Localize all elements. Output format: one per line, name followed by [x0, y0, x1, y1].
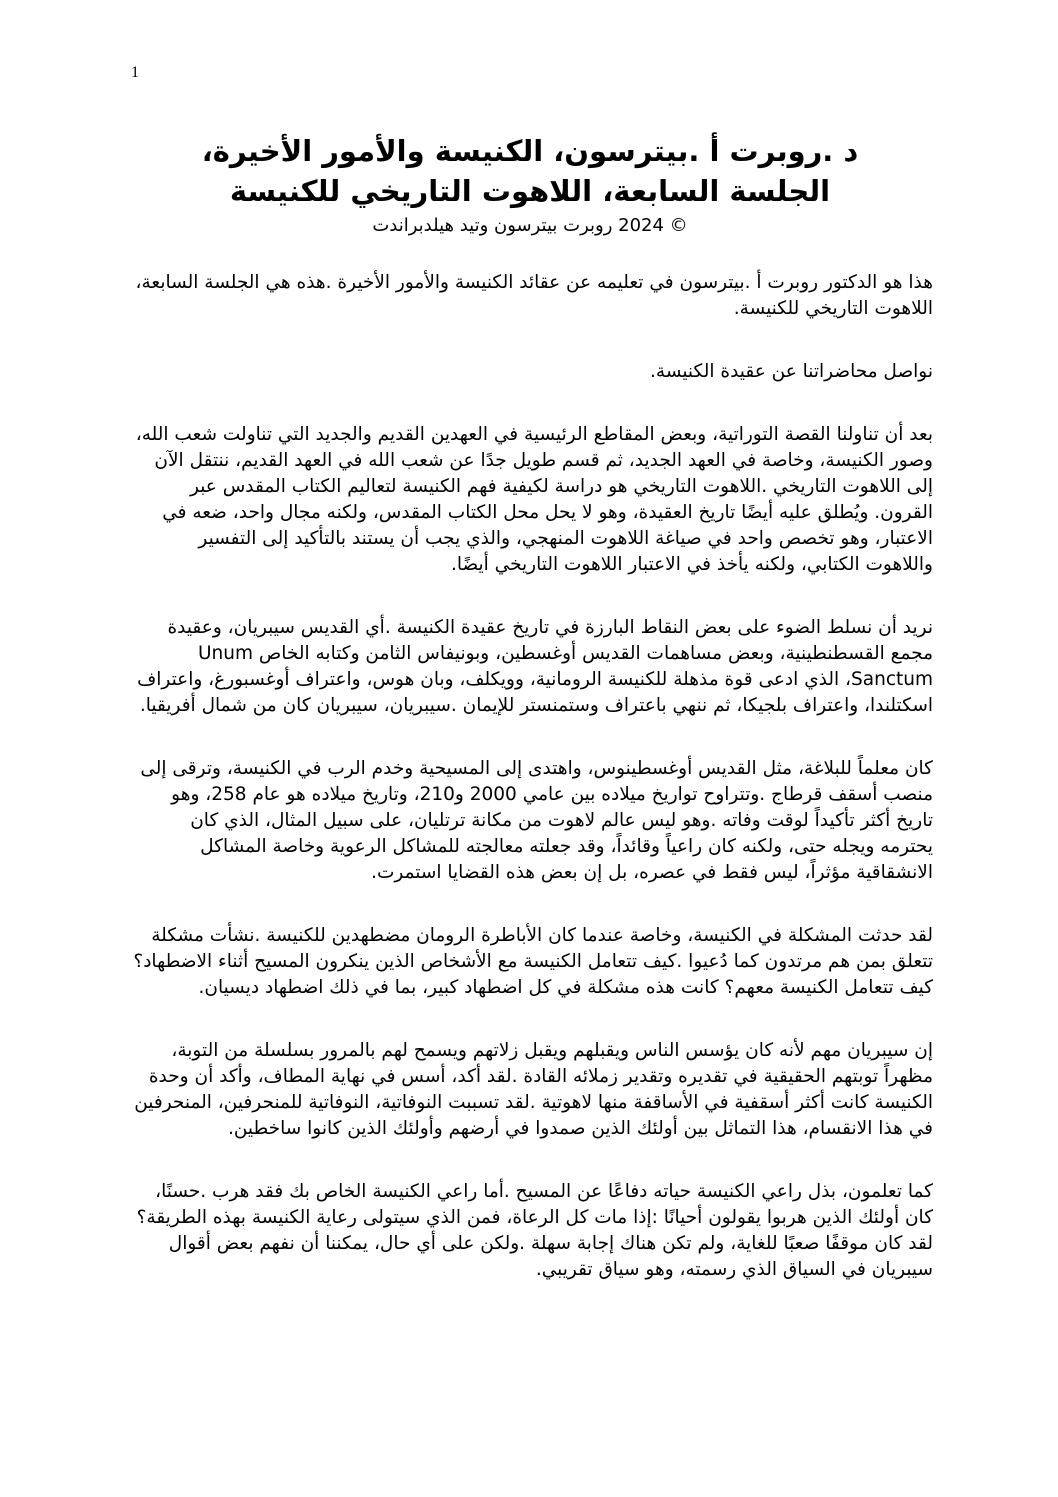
paragraph-highlights: نريد أن نسلط الضوء على بعض النقاط البارزة في تاريخ عقيدة الكنيسة .أي القديس سيبريان، وعقيدة مجمع القسطنطينية، وبعض مساهمات القديس أوغسطين، وبونيفاس الثامن وكتابه الخاص Unum Sanctum، الذي ادعى قوة مذهلة للكنيسة الرومانية، وويكلف، وبان هوس، واعتراف أوغسبورغ، واعتراف اسكتلندا، واعتراف بلجيكا، ثم ننهي باعتراف وستمنستر للإيمان .سيبريان، سيبريان كان من شمال أفريقيا. [137, 617, 933, 716]
document-title-line-2: الجلسة السابعة، اللاهوت التاريخي للكنيسة [229, 174, 831, 208]
document-title-line-1: د .روبرت أ .بيترسون، الكنيسة والأمور الأخيرة، [201, 134, 859, 168]
paragraph-intro: هذا هو الدكتور روبرت أ .بيترسون في تعليمه عن عقائد الكنيسة والأمور الأخيرة .هذه هي الجلسة السابعة، اللاهوت التاريخي للكنيسة. [135, 272, 933, 319]
paragraph-historical-theology: بعد أن تناولنا القصة التوراتية، وبعض المقاطع الرئيسية في العهدين القديم والجديد التي تناولت شعب الله، وصور الكنيسة، وخاصة في العهد الجديد، ثم قسم طويل جدًا عن شعب الله في العهد القديم، ننتقل الآن إلى اللاهوت التاريخي .اللاهوت التاريخي هو دراسة لكيفية فهم الكنيسة لتعاليم الكتاب المقدس عبر القرون. ويُطلق عليه أيضًا تاريخ العقيدة، وهو لا يحل محل الكتاب المقدس، ولكنه مجال واحد، ضعه في الاعتبار، وهو تخصص واحد في صياغة اللاهوت المنهجي، والذي يجب أن يستند بالتأكيد إلى التفسير واللاهوت الكتابي، ولكنه يأخذ في الاعتبار اللاهوت التاريخي أيضًا. [135, 424, 933, 575]
paragraph-cyprian-importance: إن سيبريان مهم لأنه كان يؤسس الناس ويقبلهم ويقبل زلاتهم ويسمح لهم بالمرور بسلسلة من التوبة، مظهراً توبتهم الحقيقية في تقديره وتقدير زملائه القادة .لقد أكد، أسس في نهاية المطاف، وأكد أن وحدة الكنيسة كانت أكثر أسقفية في الأساقفة منها لاهوتية .لقد تسببت النوفاتية، النوفاتية للمنحرفين، المنحرفين في هذا الانقسام، هذا التماثل بين أولئك الذين صمدوا في أرضهم وأولئك الذين كانوا ساخطين. [134, 1040, 933, 1139]
copyright-line: © 2024 روبرت بيترسون وتيد هيلدبراندت [372, 215, 688, 236]
paragraph-cyprian-bio: كان معلماً للبلاغة، مثل القديس أوغسطينوس، واهتدى إلى المسيحية وخدم الرب في الكنيسة، وترقى إلى منصب أسقف قرطاج .وتتراوح تواريخ ميلاده بين عامي 2000 و210، وتاريخ ميلاده هو عام 258، وهو تاريخ أكثر تأكيداً لوقت وفاته .وهو ليس عالم لاهوت من مكانة ترتليان، على سبيل المثال، الذي كان يحترمه ويجله حتى، ولكنه كان راعياً وقائداً، وقد جعلته معالجته للمشاكل الرعوية وخاصة المشاكل الانشقاقية مؤثراً، ليس فقط في عصره، بل إن بعض هذه القضايا استمرت. [140, 758, 933, 883]
paragraph-fled-pastors: كما تعلمون، بذل راعي الكنيسة حياته دفاعًا عن المسيح .أما راعي الكنيسة الخاص بك فقد هرب .حسنًا، كان أولئك الذين هربوا يقولون أحيانًا :إذا مات كل الرعاة، فمن الذي سيتولى رعاية الكنيسة بهذه الطريقة؟ لقد كان موقفًا صعبًا للغاية، ولم تكن هناك إجابة سهلة .ولكن على أي حال، يمكننا أن نفهم بعض أقوال سيبريان في السياق الذي رسمته، وهو سياق تقريبي. [136, 1181, 933, 1280]
document-header [140, 131, 920, 239]
page-number: 1 [131, 64, 139, 81]
document-body [133, 270, 933, 1320]
paragraph-continue-lectures: نواصل محاضراتنا عن عقيدة الكنيسة. [650, 361, 933, 382]
paragraph-persecution-problem: لقد حدثت المشكلة في الكنيسة، وخاصة عندما كان الأباطرة الرومان مضطهدين للكنيسة .نشأت مشكلة تتعلق بمن هم مرتدون كما دُعيوا .كيف تتعامل الكنيسة مع الأشخاص الذين ينكرون المسيح أثناء الاضطهاد؟ كيف تتعامل الكنيسة معهم؟ كانت هذه مشكلة في كل اضطهاد كبير، بما في ذلك اضطهاد ديسيان. [133, 925, 933, 998]
